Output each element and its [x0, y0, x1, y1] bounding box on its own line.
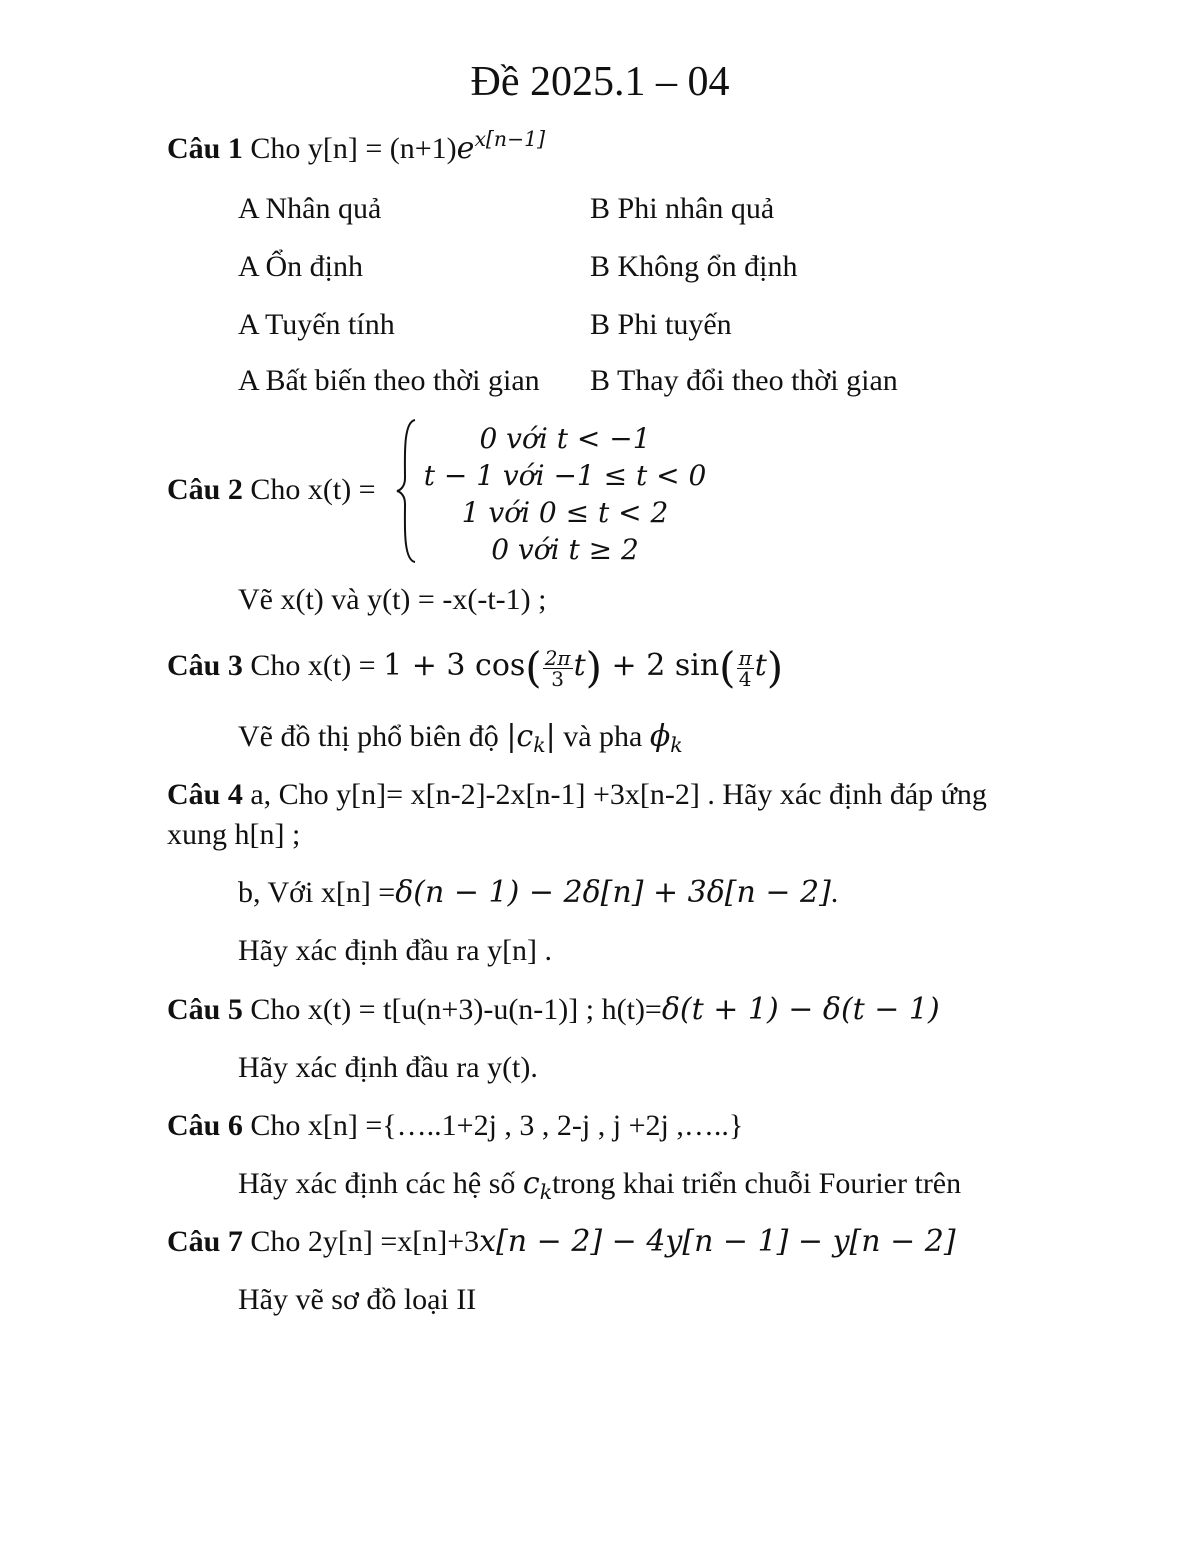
option-b-2: B Không ổn định: [590, 250, 798, 283]
fraction-denominator: 4: [738, 666, 752, 691]
math-bar: |: [545, 719, 556, 754]
question-3-term-1: 1 + 3 cos: [383, 648, 526, 684]
case-line: 0 với t ≥ 2: [491, 533, 639, 566]
paren-open: (: [719, 643, 736, 692]
question-4-task: Hãy xác định đầu ra y[n] .: [238, 934, 553, 967]
task-text: .: [830, 876, 839, 909]
question-2-label: Câu 2: [167, 473, 243, 506]
question-4-line-1: a, Cho y[n]= x[n-2]-2x[n-1] +3x[n-2] . Hãy xác định đáp ứng: [242, 778, 987, 811]
variable-t: t: [573, 648, 586, 684]
question-7: [167, 1225, 956, 1260]
option-a-1: A Nhân quả: [238, 192, 382, 225]
question-3-text: Cho x(t) =: [242, 649, 384, 683]
question-2-text: Cho x(t) =: [242, 473, 376, 506]
math-subscript: k: [539, 1180, 553, 1205]
question-1-exp-base: e: [456, 131, 475, 166]
task-text: b, Với x[n] =: [238, 876, 396, 909]
question-7-task: Hãy vẽ sơ đồ loại II: [238, 1283, 477, 1316]
math-ck: |c: [506, 719, 534, 754]
question-2-task: Vẽ x(t) và y(t) = -x(-t-1) ;: [238, 583, 547, 616]
paren-close: ): [766, 643, 784, 692]
math-subscript: k: [533, 733, 546, 758]
math-expression: δ(n − 1) − 2δ[n] + 3δ[n − 2]: [395, 875, 831, 910]
fraction-numerator: 2π: [544, 645, 571, 670]
option-a-3: A Tuyến tính: [238, 308, 395, 341]
math-expression: x[n − 2] − 4y[n − 1] − y[n − 2]: [479, 1224, 956, 1259]
question-4-line-2: xung h[n] ;: [167, 818, 301, 851]
option-b-1: B Phi nhân quả: [590, 192, 775, 225]
math-expression: δ(t + 1) − δ(t − 1): [661, 992, 940, 1027]
math-subscript: k: [670, 733, 683, 758]
math-c: c: [522, 1166, 540, 1201]
task-text: trong khai triển chuỗi Fourier trên: [552, 1167, 962, 1200]
fraction-2pi-3: [543, 645, 573, 691]
option-a-4: A Bất biến theo thời gian: [238, 364, 540, 397]
question-4: [167, 778, 987, 813]
question-3-task: [238, 719, 683, 758]
fraction-numerator: π: [738, 645, 752, 670]
question-3-term-2: + 2 sin: [602, 648, 720, 684]
option-b-3: B Phi tuyến: [590, 308, 732, 341]
paren-close: ): [585, 643, 603, 692]
task-text: và pha: [555, 720, 650, 753]
question-2: [167, 473, 376, 508]
piecewise-cases: [415, 420, 715, 568]
question-3: [167, 644, 783, 692]
paren-open: (: [525, 643, 542, 692]
question-5-text: Cho x(t) = t[u(n+3)-u(n-1)] ; h(t)=: [242, 993, 662, 1026]
fraction-pi-4: [737, 645, 754, 691]
question-5-label: Câu 5: [167, 993, 243, 1026]
option-b-4: B Thay đổi theo thời gian: [590, 364, 898, 397]
page-title: Đề 2025.1 – 04: [470, 59, 730, 105]
case-line: 1 với 0 ≤ t < 2: [461, 496, 669, 529]
question-7-text: Cho 2y[n] =x[n]+3: [242, 1225, 480, 1258]
question-1-exp-power: x[n−1]: [474, 126, 546, 151]
question-6-text: Cho x[n] ={…..1+2j , 3 , 2-j , j +2j ,…..}: [242, 1109, 744, 1142]
variable-t: t: [754, 648, 767, 684]
question-5: [167, 993, 940, 1028]
math-phi: ϕ: [649, 719, 671, 754]
question-1-text: Cho y[n] = (n+1): [242, 132, 457, 165]
question-7-label: Câu 7: [167, 1225, 243, 1258]
question-3-label: Câu 3: [167, 649, 243, 683]
task-text: Hãy xác định các hệ số: [238, 1167, 523, 1200]
option-a-2: A Ổn định: [238, 250, 364, 283]
question-6: [167, 1109, 743, 1144]
question-5-task: Hãy xác định đầu ra y(t).: [238, 1051, 538, 1084]
task-text: Vẽ đồ thị phổ biên độ: [238, 720, 507, 753]
question-1: [167, 126, 546, 167]
question-1-label: Câu 1: [167, 132, 243, 165]
question-4-label: Câu 4: [167, 778, 243, 811]
question-6-task: [238, 1166, 962, 1205]
case-line: t − 1 với −1 ≤ t < 0: [423, 459, 707, 492]
fraction-denominator: 3: [551, 666, 564, 691]
case-line: 0 với t < −1: [479, 422, 651, 455]
question-6-label: Câu 6: [167, 1109, 243, 1142]
question-4-part-b: [238, 876, 838, 911]
